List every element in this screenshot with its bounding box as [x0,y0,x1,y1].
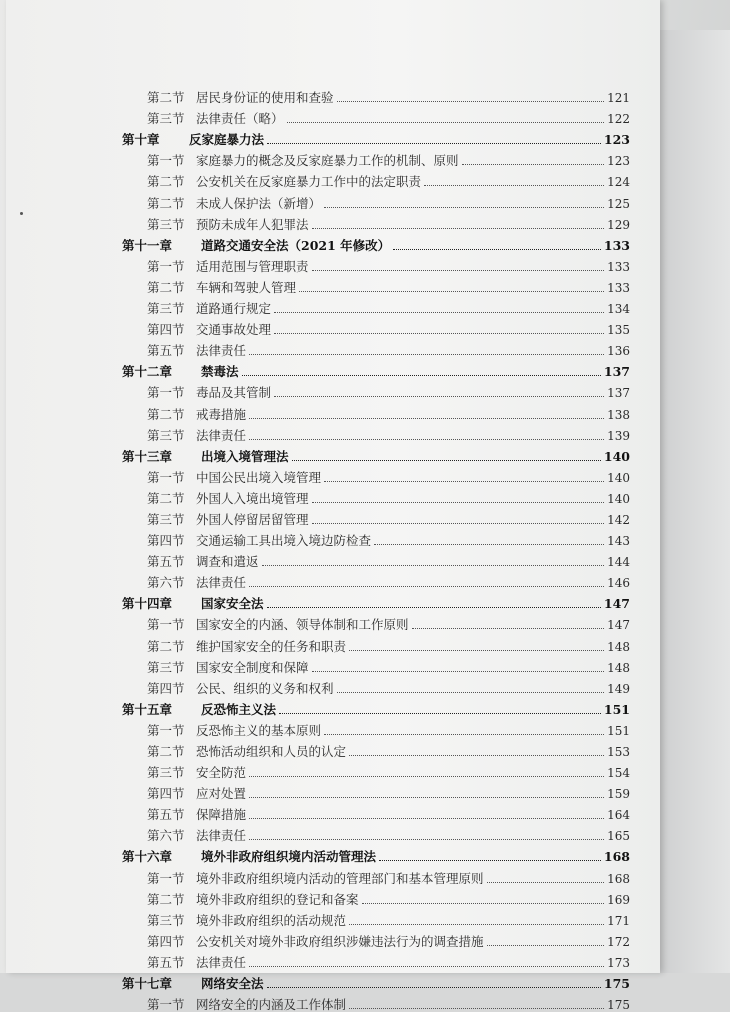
toc-section-row [118,337,630,358]
toc-page-number: 147 [603,596,630,612]
toc-section-row [118,991,630,1012]
toc-section-row [118,886,630,907]
dot-leader [249,797,604,798]
toc-entry-title: 道路交通安全法（2021 年修改） [201,237,391,253]
toc-entry-title: 境外非政府组织的登记和备案 [196,891,359,907]
toc-entry-number: 第三节 [147,216,185,232]
toc-page-number: 121 [607,91,630,106]
toc-chapter-row [118,126,630,147]
toc-entry-title: 车辆和驾驶人管理 [196,279,297,295]
toc-section-row [118,379,630,400]
toc-entry-title: 调查和遣返 [196,554,259,570]
toc-page-number: 134 [607,302,630,317]
toc-chapter-row [118,232,630,253]
dot-leader [249,418,604,419]
toc-entry-title: 恐怖活动组织和人员的认定 [196,744,347,759]
toc-entry-title: 未成人保护法（新增） [196,195,322,211]
toc-entry-number: 第二节 [147,279,185,295]
toc-section-row [118,527,630,548]
toc-page-number: 175 [603,976,630,992]
toc-section-row [118,907,630,928]
toc-entry-title: 预防未成年人犯罪法 [196,216,309,232]
toc-page-number: 151 [607,723,630,738]
dot-leader [337,101,605,102]
toc-entry-title: 法律责任 [196,954,247,970]
toc-entry-number: 第二节 [147,195,185,211]
toc-entry-title: 安全防范 [196,765,247,781]
toc-chapter-row [118,590,630,611]
toc-entry-number: 第三节 [147,111,185,127]
toc-entry-number: 第一节 [147,617,185,633]
toc-section-row [118,464,630,485]
toc-entry-number: 第十三章 [122,448,173,464]
toc-entry-title: 反恐怖主义法 [201,701,277,717]
dot-leader [349,755,604,756]
toc-entry-number: 第六节 [147,575,185,591]
dot-leader [292,460,601,461]
toc-entry-number: 第三节 [147,659,185,675]
toc-section-row [118,147,630,168]
toc-section-row [118,168,630,189]
toc-entry-number: 第十四章 [122,596,173,612]
toc-entry-number: 第一节 [147,722,185,738]
toc-page-number: 124 [607,175,630,190]
dot-leader [312,270,605,271]
toc-section-row [118,822,630,843]
dot-leader [312,523,605,524]
toc-entry-title: 家庭暴力的概念及反家庭暴力工作的机制、原则 [196,153,459,169]
dot-leader [267,143,601,144]
toc-page-number: 137 [607,386,630,401]
toc-chapter-row [118,843,630,864]
toc-entry-title: 出境入境管理法 [201,448,289,464]
table-of-contents [118,84,630,1012]
dot-leader [267,607,601,608]
toc-page-number: 137 [603,364,630,380]
dot-leader [262,565,605,566]
toc-page-number: 165 [607,829,630,844]
toc-section-row [118,274,630,295]
toc-entry-title: 法律责任（略） [196,111,284,127]
toc-page-number: 146 [607,576,630,591]
toc-page-number: 129 [607,217,630,232]
toc-page-number: 140 [607,470,630,485]
toc-entry-number: 第五节 [147,343,185,359]
toc-section-row [118,569,630,590]
toc-entry-number: 第二节 [147,744,185,759]
toc-section-row [118,801,630,822]
toc-entry-number: 第二节 [147,90,185,106]
dot-leader [274,396,604,397]
dot-leader [249,439,604,440]
toc-page-number: 149 [607,681,630,696]
toc-section-row [118,316,630,337]
toc-section-row [118,780,630,801]
dot-leader [312,502,605,503]
dot-leader [337,692,605,693]
toc-entry-number: 第二节 [147,638,185,654]
toc-entry-number: 第一节 [147,870,185,886]
toc-page-number: 133 [607,280,630,295]
toc-page-number: 122 [607,112,630,127]
dot-leader [299,291,604,292]
dot-leader [324,207,604,208]
dot-leader [312,228,605,229]
toc-section-row [118,928,630,949]
dot-leader [267,987,601,988]
paper-speck [20,212,23,215]
dot-leader [487,945,605,946]
dot-leader [487,882,605,883]
toc-entry-number: 第四节 [147,533,185,549]
toc-entry-title: 网络安全法 [201,976,264,992]
toc-entry-number: 第四节 [147,786,185,802]
dot-leader [249,839,604,840]
dot-leader [249,966,604,967]
toc-entry-title: 法律责任 [196,828,247,844]
toc-page-number: 168 [603,849,630,865]
toc-page-number: 154 [607,766,630,781]
dot-leader [287,122,605,123]
dot-leader [349,924,604,925]
toc-page-number: 140 [603,448,630,464]
dot-leader [393,249,601,250]
toc-entry-number: 第三节 [147,301,185,317]
toc-page-number: 125 [607,196,630,211]
toc-section-row [118,548,630,569]
toc-entry-number: 第十二章 [122,364,173,380]
toc-page-number: 139 [607,428,630,443]
toc-section-row [118,84,630,105]
toc-entry-title: 维护国家安全的任务和职责 [196,638,347,654]
toc-section-row [118,632,630,653]
toc-entry-number: 第二节 [147,406,185,422]
dot-leader [249,586,604,587]
toc-section-row [118,864,630,885]
toc-section-row [118,949,630,970]
toc-page-number: 159 [607,787,630,802]
toc-entry-number: 第十章 [122,132,160,148]
toc-entry-title: 法律责任 [196,575,247,591]
toc-page-number: 153 [607,745,630,759]
toc-entry-title: 反家庭暴力法 [189,132,265,148]
toc-page-number: 123 [607,154,630,169]
toc-entry-title: 道路通行规定 [196,301,272,317]
toc-section-row [118,717,630,738]
toc-page-number: 148 [607,660,630,675]
toc-section-row [118,485,630,506]
toc-page-number: 140 [607,491,630,506]
toc-entry-number: 第五节 [147,807,185,823]
toc-section-row [118,189,630,210]
toc-section-row [118,738,630,759]
dot-leader [374,544,604,545]
toc-entry-title: 毒品及其管制 [196,385,272,401]
toc-entry-title: 公民、组织的义务和权利 [196,680,334,696]
toc-entry-number: 第一节 [147,385,185,401]
toc-entry-number: 第一节 [147,469,185,485]
toc-section-row [118,253,630,274]
toc-page-number: 144 [607,555,630,570]
toc-entry-number: 第六节 [147,828,185,844]
toc-entry-number: 第一节 [147,258,185,274]
toc-page-number: 147 [607,618,630,633]
toc-entry-number: 第三节 [147,765,185,781]
toc-entry-title: 国家安全制度和保障 [196,659,309,675]
toc-entry-title: 反恐怖主义的基本原则 [196,722,322,738]
toc-entry-number: 第一节 [147,997,185,1012]
toc-page-number: 173 [607,955,630,970]
toc-section-row [118,675,630,696]
toc-entry-title: 戒毒措施 [196,406,247,422]
toc-entry-number: 第二节 [147,174,185,190]
dot-leader [249,818,604,819]
dot-leader [312,671,605,672]
toc-entry-title: 网络安全的内涵及工作体制 [196,997,347,1012]
toc-entry-number: 第十五章 [122,701,173,717]
toc-entry-number: 第二节 [147,891,185,907]
toc-page-number: 175 [607,998,630,1012]
dot-leader [462,164,605,165]
toc-page-number: 172 [607,934,630,949]
toc-chapter-row [118,358,630,379]
toc-section-row [118,400,630,421]
toc-section-row [118,611,630,632]
toc-page-number: 133 [607,259,630,274]
toc-page-number: 135 [607,323,630,338]
toc-entry-title: 法律责任 [196,343,247,359]
toc-entry-title: 交通事故处理 [196,322,272,338]
dot-leader [249,776,604,777]
toc-page-number: 168 [607,871,630,886]
toc-section-row [118,295,630,316]
dot-leader [274,312,604,313]
toc-entry-number: 第五节 [147,554,185,570]
dot-leader [279,713,601,714]
toc-section-row [118,422,630,443]
toc-entry-number: 第四节 [147,680,185,696]
dot-leader [242,375,601,376]
dot-leader [424,185,604,186]
toc-chapter-row [118,970,630,991]
toc-entry-title: 境外非政府组织境内活动的管理部门和基本管理原则 [196,870,484,886]
toc-entry-title: 居民身份证的使用和查验 [196,90,334,106]
toc-entry-title: 国家安全法 [201,596,264,612]
toc-page-number: 136 [607,344,630,359]
toc-entry-number: 第三节 [147,912,185,928]
toc-entry-title: 交通运输工具出境入境边防检查 [196,533,372,549]
toc-entry-title: 应对处置 [196,786,247,802]
toc-page-number: 169 [607,892,630,907]
toc-page-number: 164 [607,808,630,823]
toc-page-number: 138 [607,407,630,422]
toc-entry-title: 境外非政府组织的活动规范 [196,912,347,928]
toc-entry-title: 中国公民出境入境管理 [196,469,322,485]
toc-entry-number: 第三节 [147,427,185,443]
toc-section-row [118,506,630,527]
toc-page-number: 148 [607,639,630,654]
toc-entry-title: 外国人入境出境管理 [196,490,309,506]
toc-page-number: 133 [603,237,630,253]
toc-page-number: 151 [603,701,630,717]
dot-leader [412,628,605,629]
toc-entry-title: 境外非政府组织境内活动管理法 [201,849,377,865]
toc-chapter-row [118,443,630,464]
toc-page-number: 143 [607,534,630,549]
dot-leader [324,481,604,482]
toc-entry-title: 适用范围与管理职责 [196,258,309,274]
toc-entry-number: 第三节 [147,511,185,527]
toc-entry-title: 外国人停留居留管理 [196,511,309,527]
dot-leader [274,333,604,334]
toc-section-row [118,654,630,675]
dot-leader [324,734,604,735]
toc-page-number: 123 [603,132,630,148]
toc-entry-number: 第五节 [147,954,185,970]
dot-leader [349,1008,604,1009]
toc-section-row [118,211,630,232]
toc-entry-number: 第十一章 [122,237,173,253]
toc-section-row [118,759,630,780]
toc-entry-title: 公安机关在反家庭暴力工作中的法定职责 [196,174,422,190]
dot-leader [249,354,604,355]
toc-entry-title: 保障措施 [196,807,247,823]
toc-entry-number: 第二节 [147,490,185,506]
toc-entry-title: 法律责任 [196,427,247,443]
dot-leader [379,860,601,861]
toc-entry-title: 公安机关对境外非政府组织涉嫌违法行为的调查措施 [196,933,484,949]
toc-entry-number: 第一节 [147,153,185,169]
toc-page-number: 142 [607,512,630,527]
toc-entry-number: 第十六章 [122,849,173,865]
toc-section-row [118,105,630,126]
dot-leader [362,903,605,904]
toc-entry-title: 禁毒法 [201,364,239,380]
toc-entry-number: 第十七章 [122,976,173,992]
dot-leader [349,650,604,651]
toc-entry-number: 第四节 [147,933,185,949]
toc-entry-number: 第四节 [147,322,185,338]
toc-chapter-row [118,696,630,717]
toc-entry-title: 国家安全的内涵、领导体制和工作原则 [196,617,409,633]
toc-page-number: 171 [607,913,630,928]
